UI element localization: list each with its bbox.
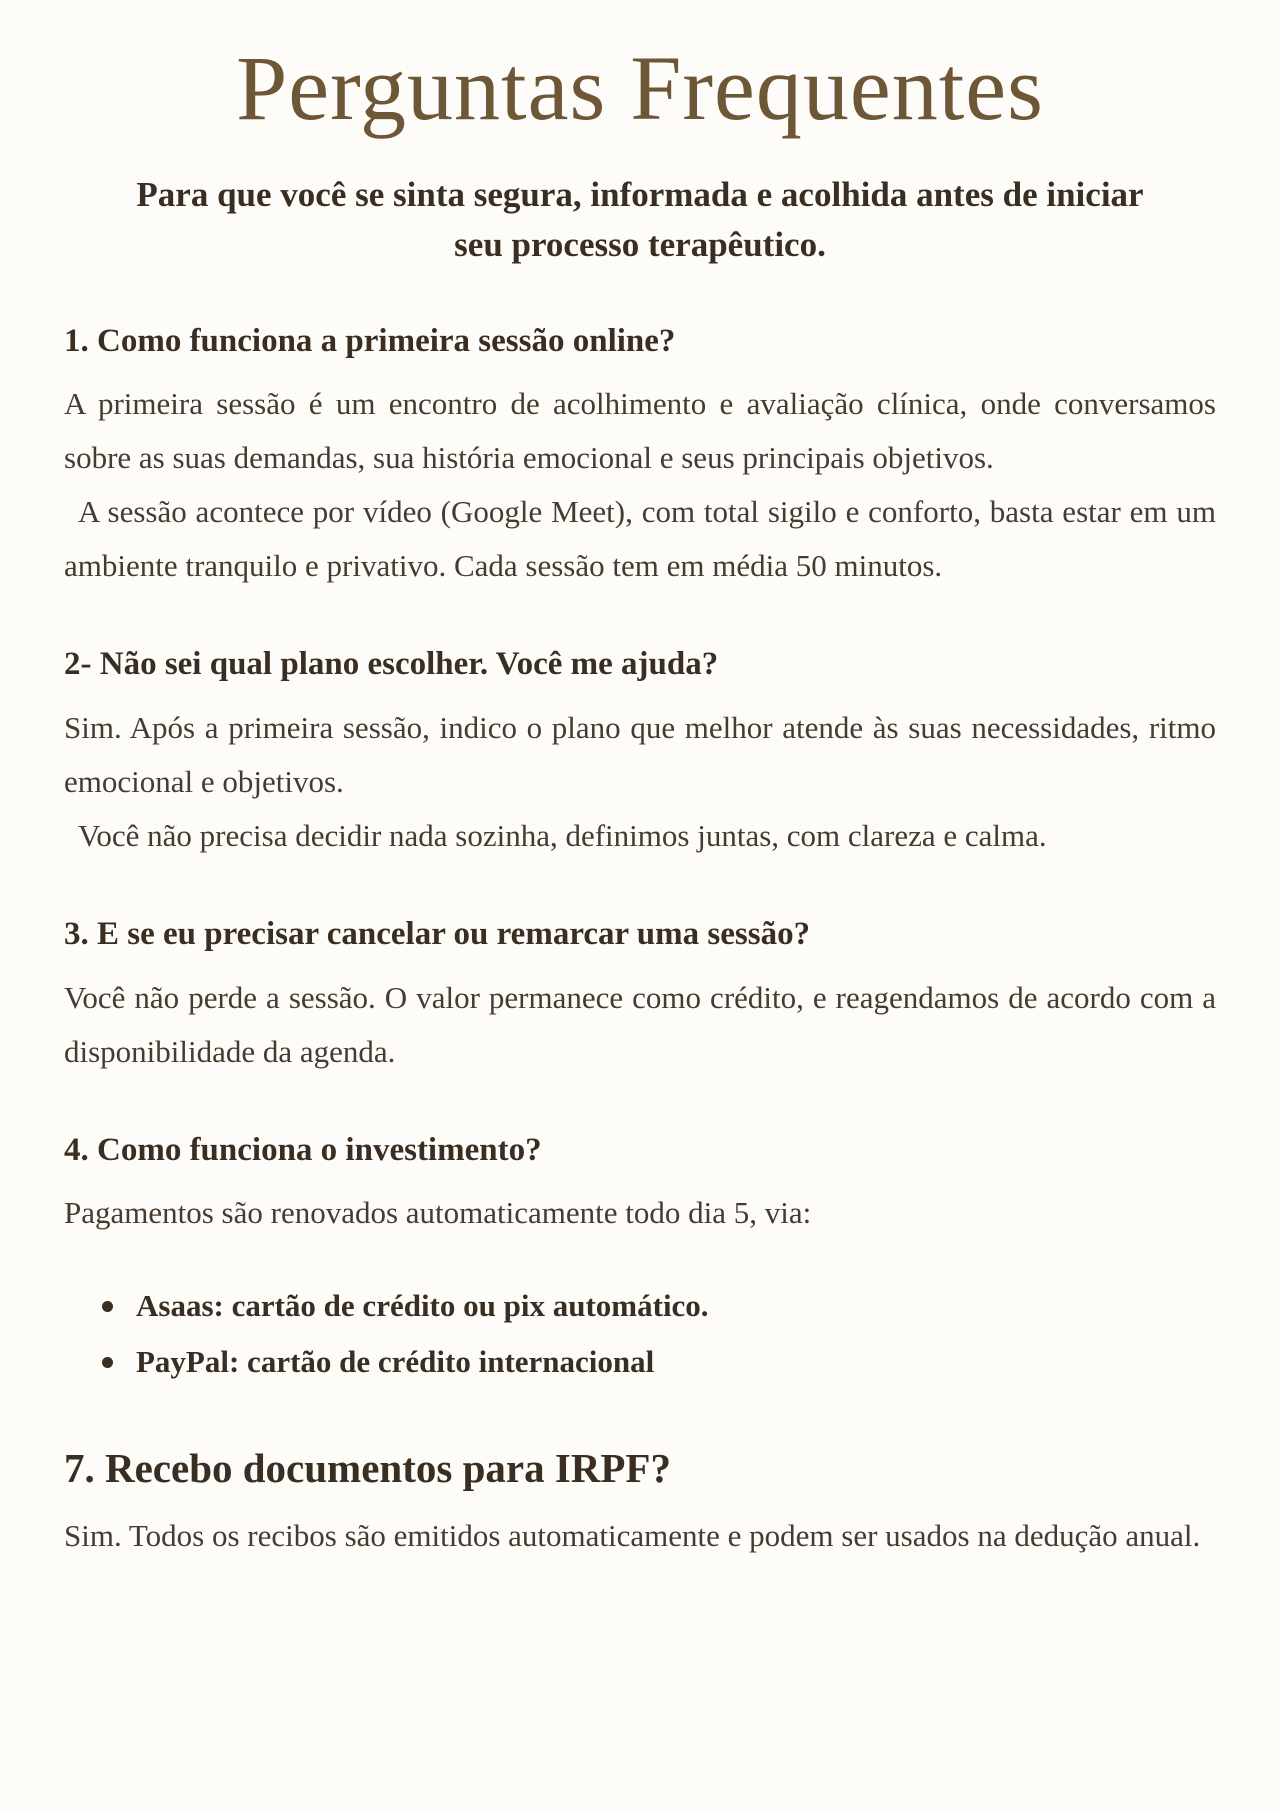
faq-answer-7-paragraph-1: Sim. Todos os recibos são emitidos automaticamente e podem ser usados na dedução anual.	[64, 1518, 1201, 1554]
faq-section-7	[64, 1444, 1216, 1563]
faq-question-2: 2- Não sei qual plano escolher. Você me ajuda?	[64, 646, 719, 683]
faq-answer-2-paragraph-2: Você não precisa decidir nada sozinha, definimos juntas, com clareza e calma.	[78, 817, 1047, 853]
faq-section-2	[64, 645, 1216, 863]
faq-question-3: 3. E se eu precisar cancelar ou remarcar uma sessão?	[64, 915, 811, 952]
faq-answer-4-paragraph-1: Pagamentos são renovados automaticamente todo dia 5, via:	[64, 1195, 812, 1231]
faq-question-7: 7. Recebo documentos para IRPF?	[64, 1445, 671, 1492]
payment-methods-list	[64, 1280, 1216, 1388]
payment-method-item-asaas: Asaas: cartão de crédito ou pix automático.	[136, 1280, 1216, 1332]
faq-answer-2-paragraph-1: Sim. Após a primeira sessão, indico o plano que melhor atende às suas necessidades, ritmo emocional e objetivos.	[64, 709, 1216, 799]
faq-question-4: 4. Como funciona o investimento?	[64, 1131, 542, 1168]
faq-answer-1-paragraph-1: A primeira sessão é um encontro de acolhimento e avaliação clínica, onde conversamos sobre as suas demandas, sua história emocional e seus principais objetivos.	[64, 386, 1216, 476]
faq-answer-3-paragraph-1: Você não perde a sessão. O valor permanece como crédito, e reagendamos de acordo com a disponibilidade da agenda.	[64, 979, 1216, 1069]
faq-section-1	[64, 322, 1216, 594]
page-title: Perguntas Frequentes	[236, 37, 1044, 139]
payment-method-item-paypal: PayPal: cartão de crédito internacional	[136, 1336, 1216, 1388]
faq-section-3	[64, 915, 1216, 1079]
faq-section-4	[64, 1131, 1216, 1389]
page-subtitle: Para que você se sinta segura, informada e acolhida antes de iniciar seu processo terapêutico.	[136, 174, 1144, 264]
faq-question-1: 1. Como funciona a primeira sessão online?	[64, 322, 676, 359]
faq-answer-1-paragraph-2: A sessão acontece por vídeo (Google Meet), com total sigilo e conforto, basta estar em um ambiente tranquilo e privativo. Cada sessão tem em média 50 minutos.	[64, 494, 1216, 584]
